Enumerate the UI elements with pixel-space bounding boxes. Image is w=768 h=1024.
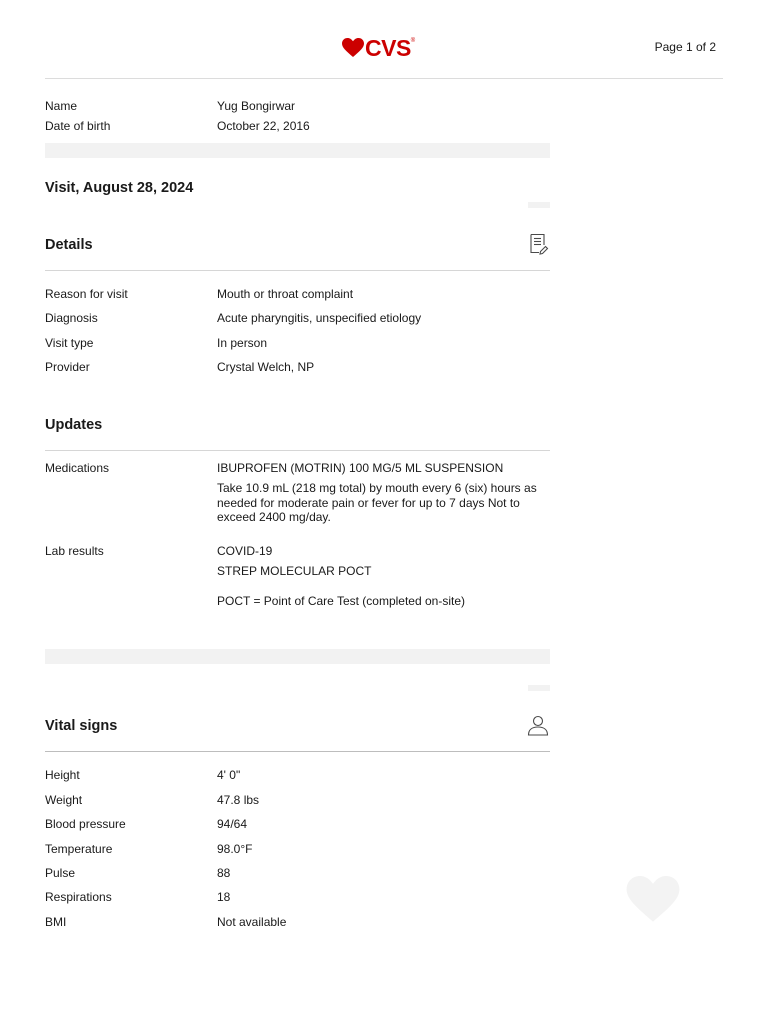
provider-value: Crystal Welch, NP bbox=[217, 360, 315, 374]
respirations-value: 18 bbox=[217, 890, 231, 904]
medications-label: Medications bbox=[45, 461, 110, 475]
pulse-value: 88 bbox=[217, 866, 231, 880]
updates-heading: Updates bbox=[45, 417, 103, 433]
diagnosis-label: Diagnosis bbox=[45, 311, 98, 325]
name-label: Name bbox=[45, 99, 78, 113]
updates-divider bbox=[45, 450, 550, 451]
temperature-label: Temperature bbox=[45, 842, 113, 856]
brand-name: CVS bbox=[365, 34, 411, 61]
height-value: 4' 0" bbox=[217, 768, 241, 782]
instruction-line: needed for moderate pain or fever for up to 7 days Not to bbox=[217, 495, 520, 510]
visit-type-value: In person bbox=[217, 336, 268, 350]
instruction-line: Take 10.9 mL (218 mg total) by mouth every 6 (six) hours as bbox=[217, 481, 537, 495]
reason-label: Reason for visit bbox=[45, 287, 128, 301]
visit-marker bbox=[528, 202, 550, 208]
lab-note: POCT = Point of Care Test (completed on-site) bbox=[217, 594, 465, 608]
visit-type-label: Visit type bbox=[45, 336, 94, 350]
blood-pressure-value: 94/64 bbox=[217, 817, 248, 831]
cvs-logo bbox=[342, 35, 426, 61]
lab-result-item: STREP MOLECULAR POCT bbox=[217, 564, 372, 578]
page-indicator: Page 1 of 2 bbox=[654, 40, 716, 54]
vitals-marker bbox=[528, 685, 550, 691]
vital-signs-heading: Vital signs bbox=[45, 718, 118, 734]
details-divider bbox=[45, 270, 550, 271]
heart-watermark-icon bbox=[626, 876, 680, 924]
bmi-label: BMI bbox=[45, 915, 67, 929]
lab-results-label: Lab results bbox=[45, 544, 104, 558]
visit-title: Visit, August 28, 2024 bbox=[45, 180, 194, 196]
diagnosis-value: Acute pharyngitis, unspecified etiology bbox=[217, 311, 422, 325]
vital-signs-divider bbox=[45, 751, 550, 752]
weight-label: Weight bbox=[45, 793, 83, 807]
height-label: Height bbox=[45, 768, 80, 782]
patient-name: Yug Bongirwar bbox=[217, 99, 296, 113]
respirations-label: Respirations bbox=[45, 890, 112, 904]
person-icon bbox=[527, 714, 549, 736]
reason-value: Mouth or throat complaint bbox=[217, 287, 354, 301]
medication-name: IBUPROFEN (MOTRIN) 100 MG/5 ML SUSPENSION bbox=[217, 461, 504, 475]
dob-label: Date of birth bbox=[45, 119, 111, 133]
weight-value: 47.8 lbs bbox=[217, 793, 260, 807]
bmi-value: Not available bbox=[217, 915, 287, 929]
registered-mark: ® bbox=[410, 38, 416, 44]
header-divider bbox=[45, 78, 723, 79]
heart-logo-icon bbox=[342, 38, 364, 58]
instruction-line: exceed 2400 mg/day. bbox=[217, 510, 331, 524]
blood-pressure-label: Blood pressure bbox=[45, 817, 126, 831]
temperature-value: 98.0°F bbox=[217, 842, 253, 856]
lab-result-item: COVID-19 bbox=[217, 544, 273, 558]
medication-instructions bbox=[217, 481, 550, 525]
pulse-label: Pulse bbox=[45, 866, 76, 880]
provider-label: Provider bbox=[45, 360, 90, 374]
section-separator-band bbox=[45, 143, 550, 158]
section-separator-band bbox=[45, 649, 550, 664]
patient-dob: October 22, 2016 bbox=[217, 119, 310, 133]
details-heading: Details bbox=[45, 237, 93, 253]
document-edit-icon bbox=[528, 233, 550, 255]
